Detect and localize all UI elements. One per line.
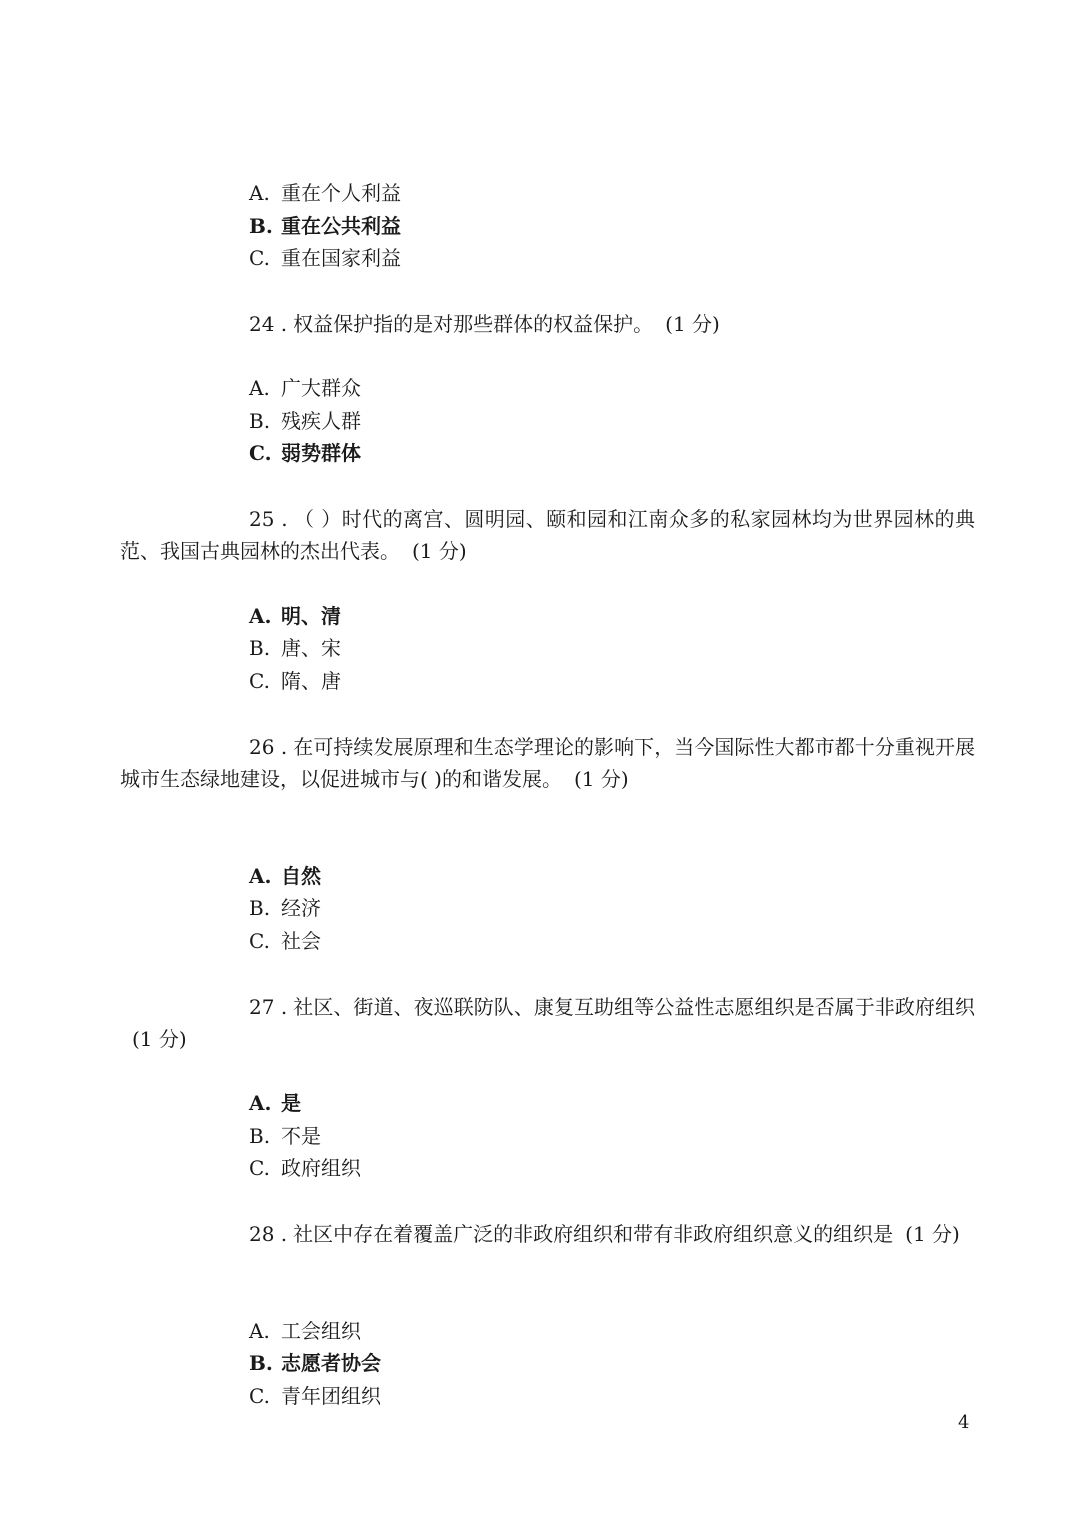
q24-option-c — [249, 441, 361, 465]
option-text: 自然 — [281, 864, 321, 888]
option-text: 重在国家利益 — [281, 246, 401, 270]
option-letter: A. — [249, 376, 270, 400]
question-text: 权益保护指的是对那些群体的权益保护。 — [293, 312, 654, 336]
q23-option-b — [249, 214, 401, 238]
option-letter: B. — [249, 1351, 273, 1375]
option-letter: C. — [249, 246, 270, 270]
question-28 — [120, 1218, 975, 1250]
option-letter: A. — [249, 604, 272, 628]
option-text: 弱势群体 — [281, 441, 361, 465]
option-letter: B. — [249, 896, 271, 920]
question-27 — [120, 991, 975, 1055]
q26-option-b — [249, 896, 321, 920]
question-text: （ ）时代的离宫、圆明园、颐和园和江南众多的私家园林均为世界园林的典范、我国古典园林的杰出代表。 — [120, 507, 975, 563]
option-letter: B. — [249, 1124, 271, 1148]
question-text: 在可持续发展原理和生态学理论的影响下，当今国际性大都市都十分重视开展城市生态绿地建设，以促进城市与( )的和谐发展。 — [120, 735, 975, 791]
option-letter: B. — [249, 214, 273, 238]
q23-option-a — [249, 181, 401, 205]
q26-option-a — [249, 864, 321, 888]
option-text: 政府组织 — [281, 1156, 361, 1180]
question-score: (1 分) — [665, 312, 720, 336]
option-letter: A. — [249, 864, 272, 888]
q27-option-a — [249, 1091, 301, 1115]
question-number: 26 . — [249, 735, 288, 759]
option-text: 明、清 — [281, 604, 341, 628]
question-24 — [120, 308, 975, 340]
option-letter: C. — [249, 669, 270, 693]
option-letter: B. — [249, 409, 271, 433]
q27-option-b — [249, 1124, 321, 1148]
question-score: (1 分) — [412, 539, 467, 563]
question-number: 24 . — [249, 312, 288, 336]
option-text: 唐、宋 — [281, 636, 341, 660]
option-letter: A. — [249, 181, 270, 205]
option-text: 是 — [281, 1091, 301, 1115]
option-letter: C. — [249, 1156, 270, 1180]
q26-option-c — [249, 929, 321, 953]
question-text: 社区、街道、夜巡联防队、康复互助组等公益性志愿组织是否属于非政府组织 — [293, 995, 975, 1019]
q25-option-a — [249, 604, 341, 628]
q28-option-a — [249, 1319, 361, 1343]
question-number: 27 . — [249, 995, 288, 1019]
option-text: 重在个人利益 — [281, 181, 401, 205]
q28-option-b — [249, 1351, 381, 1375]
q28-option-c — [249, 1384, 381, 1408]
page-number: 4 — [958, 1412, 970, 1433]
option-letter: C. — [249, 441, 272, 465]
question-score: (1 分) — [132, 1027, 187, 1051]
q25-option-c — [249, 669, 341, 693]
option-letter: A. — [249, 1319, 270, 1343]
option-text: 隋、唐 — [281, 669, 341, 693]
option-text: 经济 — [281, 896, 321, 920]
question-score: (1 分) — [573, 767, 629, 791]
option-text: 社会 — [281, 929, 321, 953]
option-text: 残疾人群 — [281, 409, 361, 433]
question-score: (1 分) — [905, 1222, 960, 1246]
q25-option-b — [249, 636, 341, 660]
option-text: 工会组织 — [281, 1319, 361, 1343]
option-letter: C. — [249, 1384, 270, 1408]
option-text: 志愿者协会 — [281, 1351, 381, 1375]
option-text: 青年团组织 — [281, 1384, 381, 1408]
option-text: 广大群众 — [281, 376, 361, 400]
q27-option-c — [249, 1156, 361, 1180]
q23-option-c — [249, 246, 401, 270]
option-text: 重在公共利益 — [281, 214, 401, 238]
question-text: 社区中存在着覆盖广泛的非政府组织和带有非政府组织意义的组织是 — [293, 1222, 894, 1246]
question-25 — [120, 503, 975, 567]
question-26 — [120, 731, 975, 795]
question-number: 28 . — [249, 1222, 288, 1246]
option-letter: B. — [249, 636, 271, 660]
question-number: 25 . — [249, 507, 288, 531]
option-text: 不是 — [281, 1124, 321, 1148]
q24-option-a — [249, 376, 361, 400]
q24-option-b — [249, 409, 361, 433]
option-letter: A. — [249, 1091, 272, 1115]
option-letter: C. — [249, 929, 270, 953]
